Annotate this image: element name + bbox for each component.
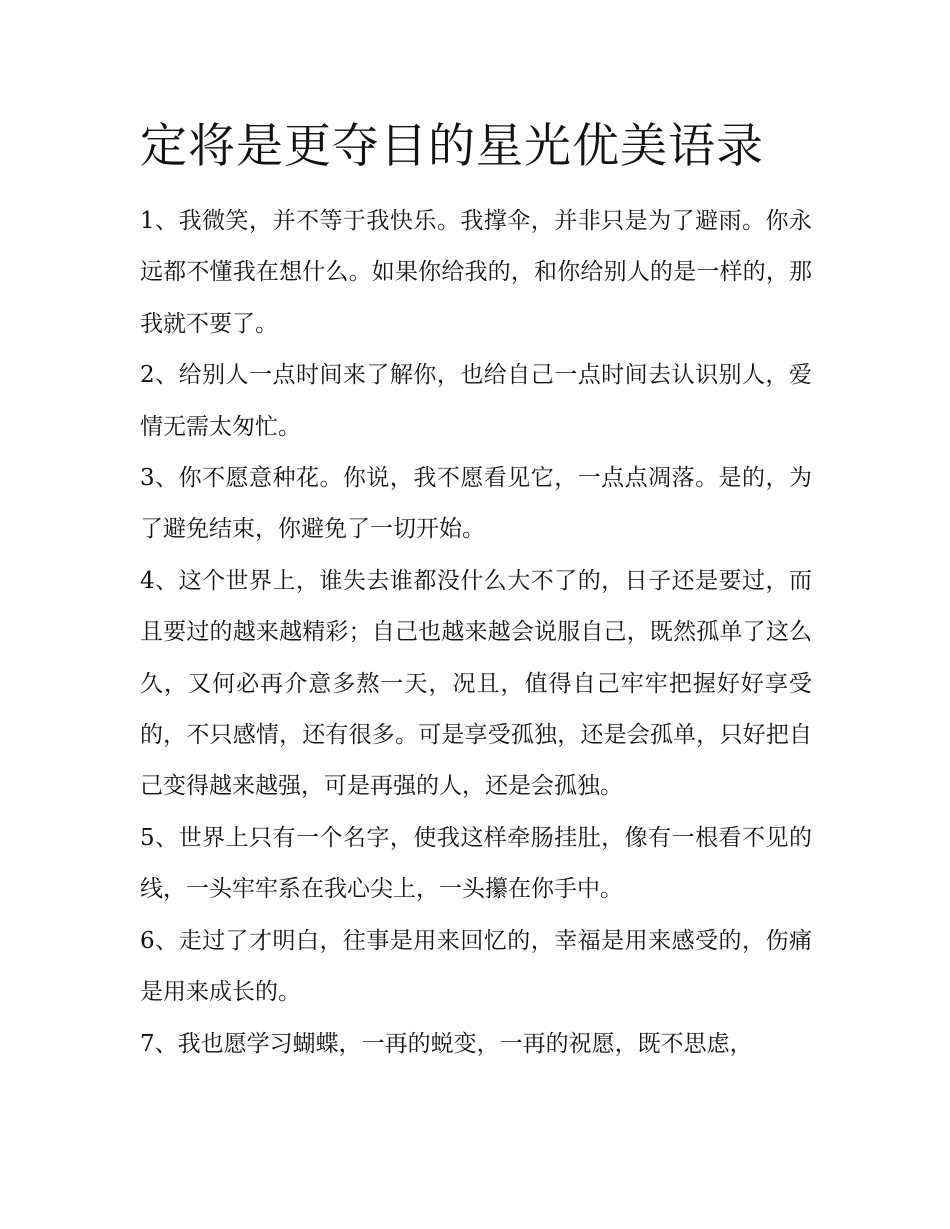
paragraph-1: 1、我微笑，并不等于我快乐。我撑伞，并非只是为了避雨。你永远都不懂我在想什么。如果你给我的，和你给别人的是一样的，那我就不要了。 — [140, 208, 812, 337]
document-body — [140, 196, 812, 1070]
paragraph-4: 4、这个世界上，谁失去谁都没什么大不了的，日子还是要过，而且要过的越来越精彩；自己也越来越会说服自己，既然孤单了这么久，又何必再介意多熬一天，况且，值得自己牢牢把握好好享受的，不只感情，还有很多。可是享受孤独，还是会孤单，只好把自己变得越来越强，可是再强的人，还是会孤独。 — [140, 567, 812, 800]
document-title: 定将是更夺目的星光优美语录 — [140, 119, 764, 174]
paragraph-3: 3、你不愿意种花。你说，我不愿看见它，一点点凋落。是的，为了避免结束，你避免了一切开始。 — [140, 465, 812, 543]
paragraph-7: 7、我也愿学习蝴蝶，一再的蜕变，一再的祝愿，既不思虑， — [140, 1030, 753, 1057]
paragraph-5: 5、世界上只有一个名字，使我这样牵肠挂肚，像有一根看不见的线，一头牢牢系在我心尖上，一头攥在你手中。 — [140, 824, 812, 903]
paragraph-6: 6、走过了才明白，往事是用来回忆的，幸福是用来感受的，伤痛是用来成长的。 — [140, 927, 812, 1006]
paragraph-2: 2、给别人一点时间来了解你，也给自己一点时间去认识别人，爱情无需太匆忙。 — [140, 362, 812, 440]
